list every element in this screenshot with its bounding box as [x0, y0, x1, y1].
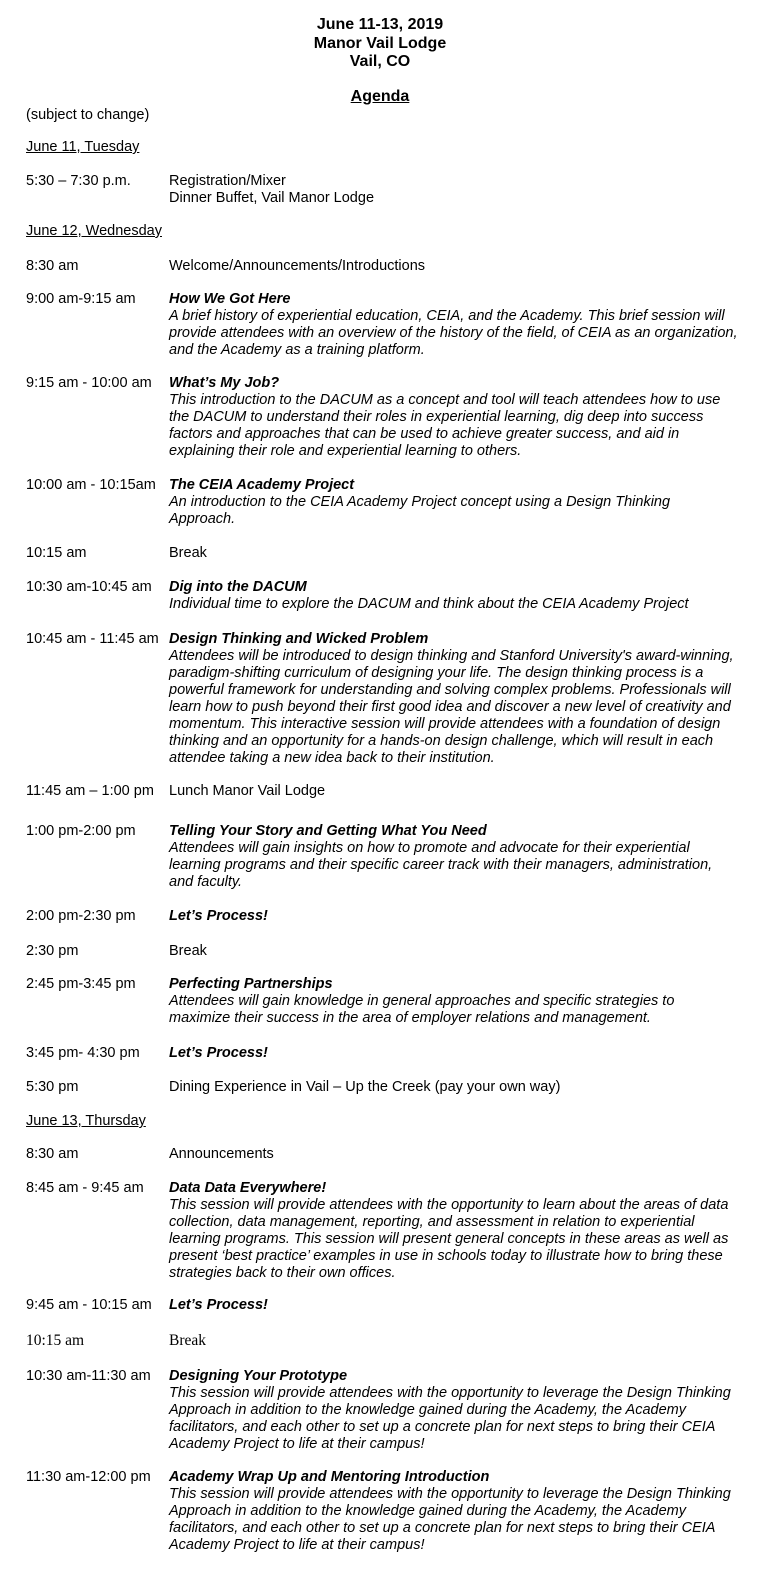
session-description-line: learning programs and their specific career track with their managers, administration, — [169, 857, 713, 873]
session-title: What’s My Job? — [169, 375, 280, 391]
session-details — [169, 1045, 744, 1062]
session-time: 10:30 am-10:45 am — [26, 579, 152, 595]
session-details — [169, 783, 744, 800]
session-text: Break — [169, 943, 207, 959]
session-time: 8:45 am - 9:45 am — [26, 1180, 144, 1196]
session-description-line: This session will provide attendees with the opportunity to learn about the areas of data — [169, 1197, 729, 1213]
session-time: 1:00 pm-2:00 pm — [26, 823, 136, 839]
day-heading: June 11, Tuesday — [26, 139, 140, 155]
session-details — [169, 545, 744, 562]
session-description-line: learning programs. This session will present general concepts in these areas as well as — [169, 1231, 729, 1247]
session-description-line: momentum. This interactive session will provide attendees with a foundation of design — [169, 716, 721, 732]
session-text: Lunch Manor Vail Lodge — [169, 783, 326, 799]
session-text: Break — [169, 545, 207, 561]
session-time: 2:30 pm — [26, 943, 79, 959]
session-time: 10:15 am — [26, 1332, 85, 1349]
session-details — [169, 943, 744, 960]
session-description-line: Attendees will gain insights on how to promote and advocate for their experiential — [169, 840, 690, 856]
session-title: Data Data Everywhere! — [169, 1180, 327, 1196]
event-venue: Manor Vail Lodge — [313, 35, 447, 52]
session-description-line: maximize their success in the area of employer relations and management. — [169, 1010, 651, 1026]
session-details — [169, 1146, 744, 1163]
session-description-line: Individual time to explore the DACUM and think about the CEIA Academy Project — [169, 596, 689, 612]
session-description-line: thinking and an opportunity for a hands-on design challenge, which will result in each — [169, 733, 714, 749]
session-title: Design Thinking and Wicked Problem — [169, 631, 429, 647]
session-description-line: This introduction to the DACUM as a concept and tool will teach attendees how to use — [169, 392, 721, 408]
session-description-line: factors and approaches that can be used to achieve greater success, and aid in — [169, 426, 680, 442]
session-description-line: facilitators, and each other to set up a concrete plan for next steps to bring their CEIA — [169, 1520, 716, 1536]
session-text: Dining Experience in Vail – Up the Creek (pay your own way) — [169, 1079, 561, 1095]
session-text: Announcements — [169, 1146, 274, 1162]
session-description-line: and faculty. — [169, 874, 243, 890]
session-time: 11:30 am-12:00 pm — [26, 1469, 151, 1485]
session-title: Academy Wrap Up and Mentoring Introduction — [169, 1469, 490, 1485]
session-title: Perfecting Partnerships — [169, 976, 333, 992]
session-description-line: attendee taking a new idea back to their institution. — [169, 750, 495, 766]
session-time: 10:45 am - 11:45 am — [26, 631, 159, 647]
session-details — [169, 291, 744, 359]
session-details — [169, 631, 744, 767]
session-title: Designing Your Prototype — [169, 1368, 348, 1384]
session-description-line: and the Academy as a training platform. — [169, 342, 425, 358]
session-details — [169, 908, 744, 925]
session-text: Registration/Mixer — [169, 173, 286, 189]
session-description-line: powerful framework for understanding and solving complex problems. Professionals will — [169, 682, 731, 698]
session-time: 5:30 pm — [26, 1079, 79, 1095]
session-text: Break — [169, 1332, 207, 1349]
session-text: Dinner Buffet, Vail Manor Lodge — [169, 190, 375, 206]
session-time: 10:00 am - 10:15am — [26, 477, 156, 493]
session-description-line: Approach in addition to the knowledge gained during the Academy, the Academy — [169, 1503, 686, 1519]
session-description-line: strategies back to their own offices. — [169, 1265, 396, 1281]
session-time: 9:45 am - 10:15 am — [26, 1297, 152, 1313]
session-details — [169, 579, 744, 613]
session-title: Telling Your Story and Getting What You Need — [169, 823, 487, 839]
session-details — [169, 1368, 744, 1453]
session-time: 2:45 pm-3:45 pm — [26, 976, 136, 992]
session-description-line: Academy Project to life at their campus! — [169, 1537, 425, 1553]
session-details — [169, 976, 744, 1027]
session-description-line: facilitators, and each other to set up a concrete plan for next steps to bring their CEIA — [169, 1419, 716, 1435]
session-description-line: the DACUM to understand their roles in experiential learning, dig deep into success — [169, 409, 704, 425]
session-details — [169, 173, 744, 207]
session-details — [169, 1297, 744, 1314]
session-description-line: Approach in addition to the knowledge gained during the Academy, the Academy — [169, 1402, 686, 1418]
session-time: 5:30 – 7:30 p.m. — [26, 173, 131, 189]
session-description-line: Academy Project to life at their campus! — [169, 1436, 425, 1452]
session-time: 10:30 am-11:30 am — [26, 1368, 151, 1384]
session-text: Welcome/Announcements/Introductions — [169, 258, 426, 274]
session-details — [169, 1079, 744, 1096]
session-description-line: paradigm-shifting curriculum of designing your life. The design thinking process is a — [169, 665, 704, 681]
session-description-line: An introduction to the CEIA Academy Project concept using a Design Thinking — [169, 494, 671, 510]
day-heading: June 13, Thursday — [26, 1113, 146, 1129]
session-title: The CEIA Academy Project — [169, 477, 355, 493]
session-time: 2:00 pm-2:30 pm — [26, 908, 136, 924]
session-description-line: learn how to push beyond their first good idea and discover a new level of creativity and — [169, 699, 731, 715]
session-description-line: A brief history of experiential education, CEIA, and the Academy. This brief session will — [169, 308, 725, 324]
event-location: Vail, CO — [349, 53, 411, 70]
session-title: Let’s Process! — [169, 908, 268, 924]
session-time: 10:15 am — [26, 545, 87, 561]
session-title: Let’s Process! — [169, 1297, 268, 1313]
event-dates: June 11-13, 2019 — [316, 16, 444, 33]
session-time: 3:45 pm- 4:30 pm — [26, 1045, 140, 1061]
session-details — [169, 1180, 744, 1282]
session-description-line: collection, data management, reporting, and assessment in relation to experiential — [169, 1214, 695, 1230]
session-description-line: This session will provide attendees with the opportunity to leverage the Design Thinking — [169, 1486, 731, 1502]
day-heading: June 12, Wednesday — [26, 223, 162, 239]
session-description-line: explaining their role and experiential learning to others. — [169, 443, 522, 459]
session-description-line: Attendees will gain knowledge in general approaches and specific strategies to — [169, 993, 675, 1009]
session-details — [169, 375, 744, 460]
session-time: 9:00 am-9:15 am — [26, 291, 136, 307]
session-title: Dig into the DACUM — [169, 579, 307, 595]
session-time: 8:30 am — [26, 258, 79, 274]
session-details — [169, 258, 744, 275]
subject-to-change-note: (subject to change) — [26, 107, 150, 123]
session-details — [169, 1332, 744, 1349]
session-description-line: Approach. — [169, 511, 236, 527]
session-title: How We Got Here — [169, 291, 291, 307]
session-description-line: present ‘best practice’ examples in use in schools today to illustrate how to bring these — [169, 1248, 723, 1264]
session-description-line: This session will provide attendees with the opportunity to leverage the Design Thinking — [169, 1385, 731, 1401]
session-time: 9:15 am - 10:00 am — [26, 375, 152, 391]
session-time: 11:45 am – 1:00 pm — [26, 783, 154, 799]
session-details — [169, 1469, 744, 1554]
session-description-line: provide attendees with an overview of the history of the field, of CEIA as an organization, — [169, 325, 738, 341]
session-title: Let’s Process! — [169, 1045, 268, 1061]
agenda-heading: Agenda — [350, 88, 410, 105]
session-time: 8:30 am — [26, 1146, 79, 1162]
session-details — [169, 823, 744, 891]
session-details — [169, 477, 744, 528]
session-description-line: Attendees will be introduced to design thinking and Stanford University's award-winning, — [169, 648, 734, 664]
